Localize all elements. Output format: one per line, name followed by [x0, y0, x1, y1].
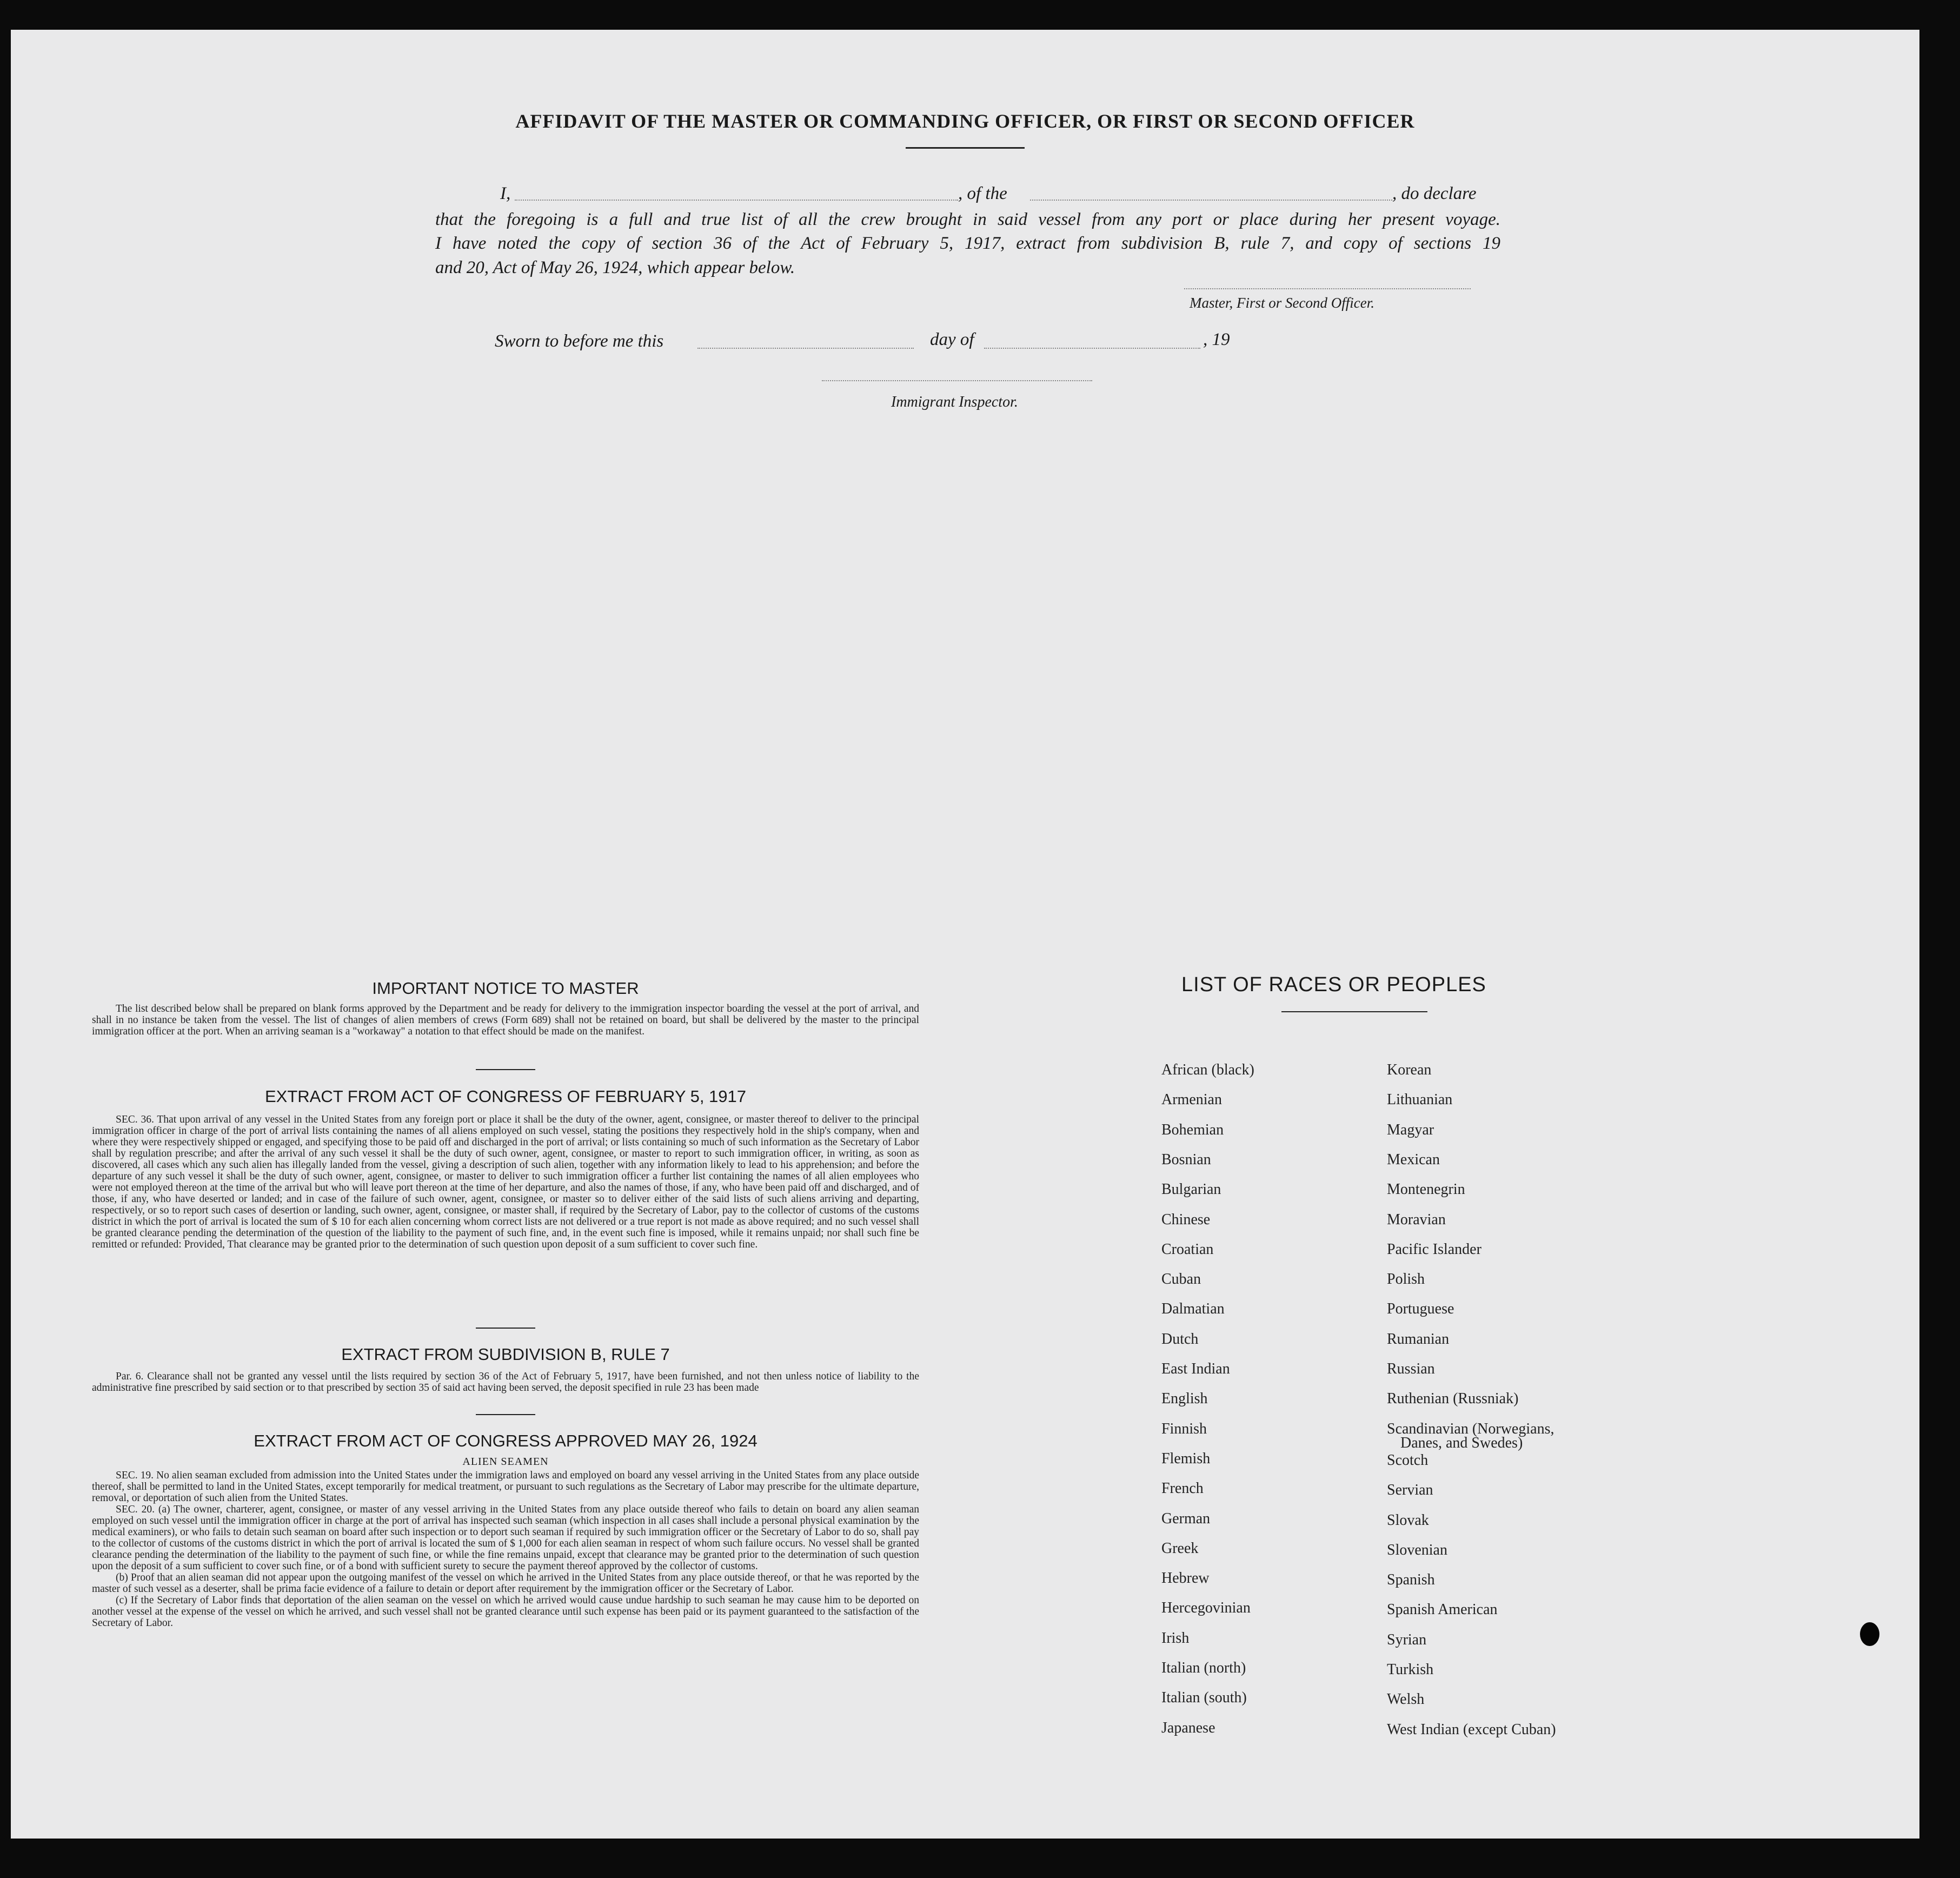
notice-paragraph: The list described below shall be prepared on blank forms approved by the Department and be ready for delivery to the immigration inspector boarding the vessel at the port of arrival, and shall in no instance be taken from the vessel. The list of changes of alien members of crews (Form 689) shall not be retained on board, but shall be delivered by the master to the principal immigration officer at the port. When an arriving seaman is a "workaway" a notation to that effect should be made on the manifest. — [92, 1003, 919, 1037]
sec-20b-paragraph: (b) Proof that an alien seaman did not appear upon the outgoing manifest of the vessel on which he arrived in the United States from any place outside thereof, or that he was reported by the master of such vessel as a deserter, shall be prima facie evidence of a failure to detain or deport after requirement by the immigration officer or the Secretary of Labor. — [92, 1572, 919, 1595]
race-item: English — [1161, 1390, 1208, 1408]
day-of-label: day of — [930, 330, 974, 349]
race-item: French — [1161, 1480, 1204, 1497]
notice-text — [92, 1003, 919, 1037]
race-item: Russian — [1387, 1361, 1435, 1377]
race-item: Scotch — [1387, 1451, 1429, 1469]
affidavit-title: AFFIDAVIT OF THE MASTER OR COMMANDING OFFICER, OR FIRST OR SECOND OFFICER — [515, 110, 1415, 132]
race-item: Mexican — [1387, 1151, 1440, 1168]
extract-1917-paragraph: SEC. 36. That upon arrival of any vessel in the United States from any foreign port or place it shall be the duty of the owner, agent, consignee, or master thereof to deliver to the principal immigration officer in charge of the port of arrival lists containing the names of all aliens employed on such vessel, stating the positions they respectively hold in the ship's company, when and where they were respectively shipped or engaged, and specifying those to be paid off and discharged in the port of arrival; or lists containing so much of such information as the Secretary of Labor shall by regulation prescribe; and after the arrival of any such vessel it shall be the duty of such owner, agent, consignee, or master to report to such immigration officer, in writing, as soon as discovered, all cases which any such alien has illegally landed from the vessel, giving a description of such alien, together with any information likely to lead to his apprehension; and before the departure of any such vessel it shall be the duty of such owner, agent, consignee, or master to deliver to such immigration officer a further list containing the names of all alien employees who were not employed thereon at the time of the arrival but who will leave port thereon at the time of her departure, and also the names of those, if any, who have been paid off and discharged, and of those, if any, who have deserted or landed; and in case of the failure of such owner, agent, consignee, or master so to deliver either of the said lists of such aliens arriving and departing, respectively, or so to report such cases of desertion or landing, such owner, agent, consignee, or master shall, if required by the Secretary of Labor, pay to the collector of customs of the customs district in which the port of arrival is located the sum of $ 10 for each alien concerning whom correct lists are not delivered or a true report is not made as above required; and no such vessel shall be granted clearance pending the determination of the question of the liability to the payment of such fine, and, in the event such fine is imposed, while it remains unpaid; nor shall such fine be remitted or refunded: Provided, That clearance may be granted prior to the determination of such question upon deposit of a sum sufficient to cover such fine. — [92, 1114, 919, 1250]
race-item: Lithuanian — [1387, 1091, 1453, 1109]
divider — [476, 1414, 535, 1415]
race-item: Turkish — [1387, 1661, 1434, 1678]
inspector-signature-line[interactable] — [822, 380, 1092, 381]
race-item: Montenegrin — [1387, 1181, 1465, 1198]
race-item: Irish — [1161, 1629, 1190, 1647]
sworn-label: Sworn to before me this — [495, 331, 664, 351]
name-blank[interactable] — [515, 200, 958, 201]
title-underline — [906, 147, 1025, 149]
race-item: Bosnian — [1161, 1151, 1211, 1168]
race-item: Italian (south) — [1161, 1689, 1247, 1707]
punch-hole — [1860, 1622, 1879, 1646]
race-item: West Indian (except Cuban) — [1387, 1721, 1556, 1738]
divider — [476, 1069, 535, 1070]
master-signature-label: Master, First or Second Officer. — [1190, 295, 1374, 311]
race-item: Servian — [1387, 1482, 1433, 1499]
extract-rule7-title: EXTRACT FROM SUBDIVISION B, RULE 7 — [341, 1345, 670, 1364]
race-item: Slovenian — [1387, 1541, 1447, 1558]
race-item: Bulgarian — [1161, 1181, 1221, 1198]
race-item: African (black) — [1161, 1061, 1254, 1078]
notice-title: IMPORTANT NOTICE TO MASTER — [372, 979, 639, 998]
race-item: Scandinavian (Norwegians, — [1387, 1420, 1554, 1437]
race-item: Armenian — [1161, 1091, 1222, 1109]
sec-20c-paragraph: (c) If the Secretary of Labor finds that deportation of the alien seaman on the vessel on which he arrived would cause undue hardship to such seaman he may cause him to be deported on another vessel at the expense of the vessel on which he arrived, and such vessel shall not be granted clearance until such expense has been paid or its payment guaranteed to the satisfaction of the Secretary of Labor. — [92, 1595, 919, 1629]
races-title: LIST OF RACES OR PEOPLES — [1181, 973, 1486, 996]
sec-20a-paragraph: SEC. 20. (a) The owner, charterer, agent, consignee, or master of any vessel arriving in the United States from any place outside thereof who fails to detain on board any alien seaman employed on such vessel until the immigration officer in charge at the port of arrival has inspected such seaman (which inspection in all cases shall include a personal physical examination by the medical examiners), or who fails to detain such seaman on board after such inspection or to deport such seaman if required by such immigration officer or the Secretary of Labor to do so, shall pay to the collector of customs of the customs district in which the port of arrival is located the sum of $ 1,000 for each alien seaman in respect of whom such failure occurs. No vessel shall be granted clearance pending the determination of the liability to the payment of such fine, or while the fine remains unpaid, except that clearance may be granted prior to the determination of such question upon the deposit of a sum sufficient to cover such fine, or of a bond with sufficient surety to secure the payment thereof approved by the collector of customs. — [92, 1504, 919, 1572]
extract-1924-title: EXTRACT FROM ACT OF CONGRESS APPROVED MAY 26, 1924 — [254, 1431, 758, 1450]
race-item: Cuban — [1161, 1271, 1201, 1288]
affidavit-line-2: that the foregoing is a full and true list of all the crew brought in said vessel from any port or place during her present voyage. — [435, 210, 1500, 229]
affidavit-line-4: and 20, Act of May 26, 1924, which appear below. — [435, 258, 795, 277]
race-item: Greek — [1161, 1539, 1199, 1557]
extract-1917-title: EXTRACT FROM ACT OF CONGRESS OF FEBRUARY 5, 1917 — [264, 1087, 747, 1106]
race-item: Bohemian — [1161, 1121, 1224, 1138]
affidavit-i-label: I, — [500, 184, 511, 203]
race-item: Spanish — [1387, 1571, 1435, 1589]
affidavit-do-declare: , do declare — [1392, 184, 1477, 203]
race-item: Spanish American — [1387, 1601, 1498, 1618]
race-item: Ruthenian (Russniak) — [1387, 1390, 1519, 1408]
race-item: Slovak — [1387, 1511, 1429, 1529]
year-label: , 19 — [1203, 330, 1230, 349]
race-item: Hebrew — [1161, 1570, 1210, 1587]
race-item: Flemish — [1161, 1450, 1211, 1467]
race-item: Korean — [1387, 1061, 1432, 1078]
race-item: Croatian — [1161, 1240, 1214, 1258]
extract-1924-subtitle: ALIEN SEAMEN — [462, 1456, 549, 1468]
sworn-month-blank[interactable] — [984, 348, 1200, 349]
race-item: Rumanian — [1387, 1330, 1450, 1348]
races-title-underline — [1281, 1011, 1427, 1012]
race-item: Japanese — [1161, 1719, 1215, 1736]
race-item: Pacific Islander — [1387, 1240, 1481, 1258]
race-item: Finnish — [1161, 1420, 1207, 1437]
race-item: Chinese — [1161, 1211, 1211, 1228]
affidavit-line-3: I have noted the copy of section 36 of the Act of February 5, 1917, extract from subdivision B, rule 7, and copy of sections 19 — [435, 234, 1500, 253]
race-item: East Indian — [1161, 1361, 1230, 1377]
race-item: Dutch — [1161, 1330, 1199, 1348]
inspector-label: Immigrant Inspector. — [891, 394, 1018, 410]
extract-1917-text — [92, 1114, 919, 1250]
master-signature-line[interactable] — [1184, 288, 1471, 289]
race-item: German — [1161, 1510, 1211, 1527]
race-item: Hercegovinian — [1161, 1600, 1251, 1617]
race-item: Portuguese — [1387, 1300, 1454, 1318]
race-item: Syrian — [1387, 1631, 1427, 1648]
race-item: Moravian — [1387, 1211, 1446, 1228]
sec-19-paragraph: SEC. 19. No alien seaman excluded from admission into the United States under the immigration laws and employed on board any vessel arriving in the United States from any place outside thereof, shall be permitted to land in the United States, except temporarily for medical treatment, or pursuant to such regulations as the Secretary of Labor may prescribe for the ultimate departure, removal, or deportation of such alien from the United States. — [92, 1470, 919, 1504]
extract-rule7-text — [92, 1371, 919, 1393]
divider — [476, 1328, 535, 1329]
affidavit-of-the: , of the — [958, 184, 1007, 203]
vessel-blank[interactable] — [1030, 200, 1392, 201]
extract-1924-text — [92, 1470, 919, 1629]
race-item: Magyar — [1387, 1121, 1434, 1138]
race-item: Welsh — [1387, 1691, 1425, 1708]
race-item: Italian (north) — [1161, 1660, 1246, 1676]
race-item: Polish — [1387, 1271, 1425, 1288]
sworn-day-blank[interactable] — [697, 348, 914, 349]
race-item-continuation: Danes, and Swedes) — [1400, 1434, 1523, 1451]
race-item: Dalmatian — [1161, 1300, 1225, 1318]
form-sheet — [11, 30, 1919, 1839]
extract-rule7-paragraph: Par. 6. Clearance shall not be granted any vessel until the lists required by section 36 of the Act of February 5, 1917, have been furnished, and not then unless notice of liability to the administrative fine prescribed by said section or to that prescribed by section 35 of said act having been served, the deposit specified in rule 23 has been made — [92, 1371, 919, 1393]
